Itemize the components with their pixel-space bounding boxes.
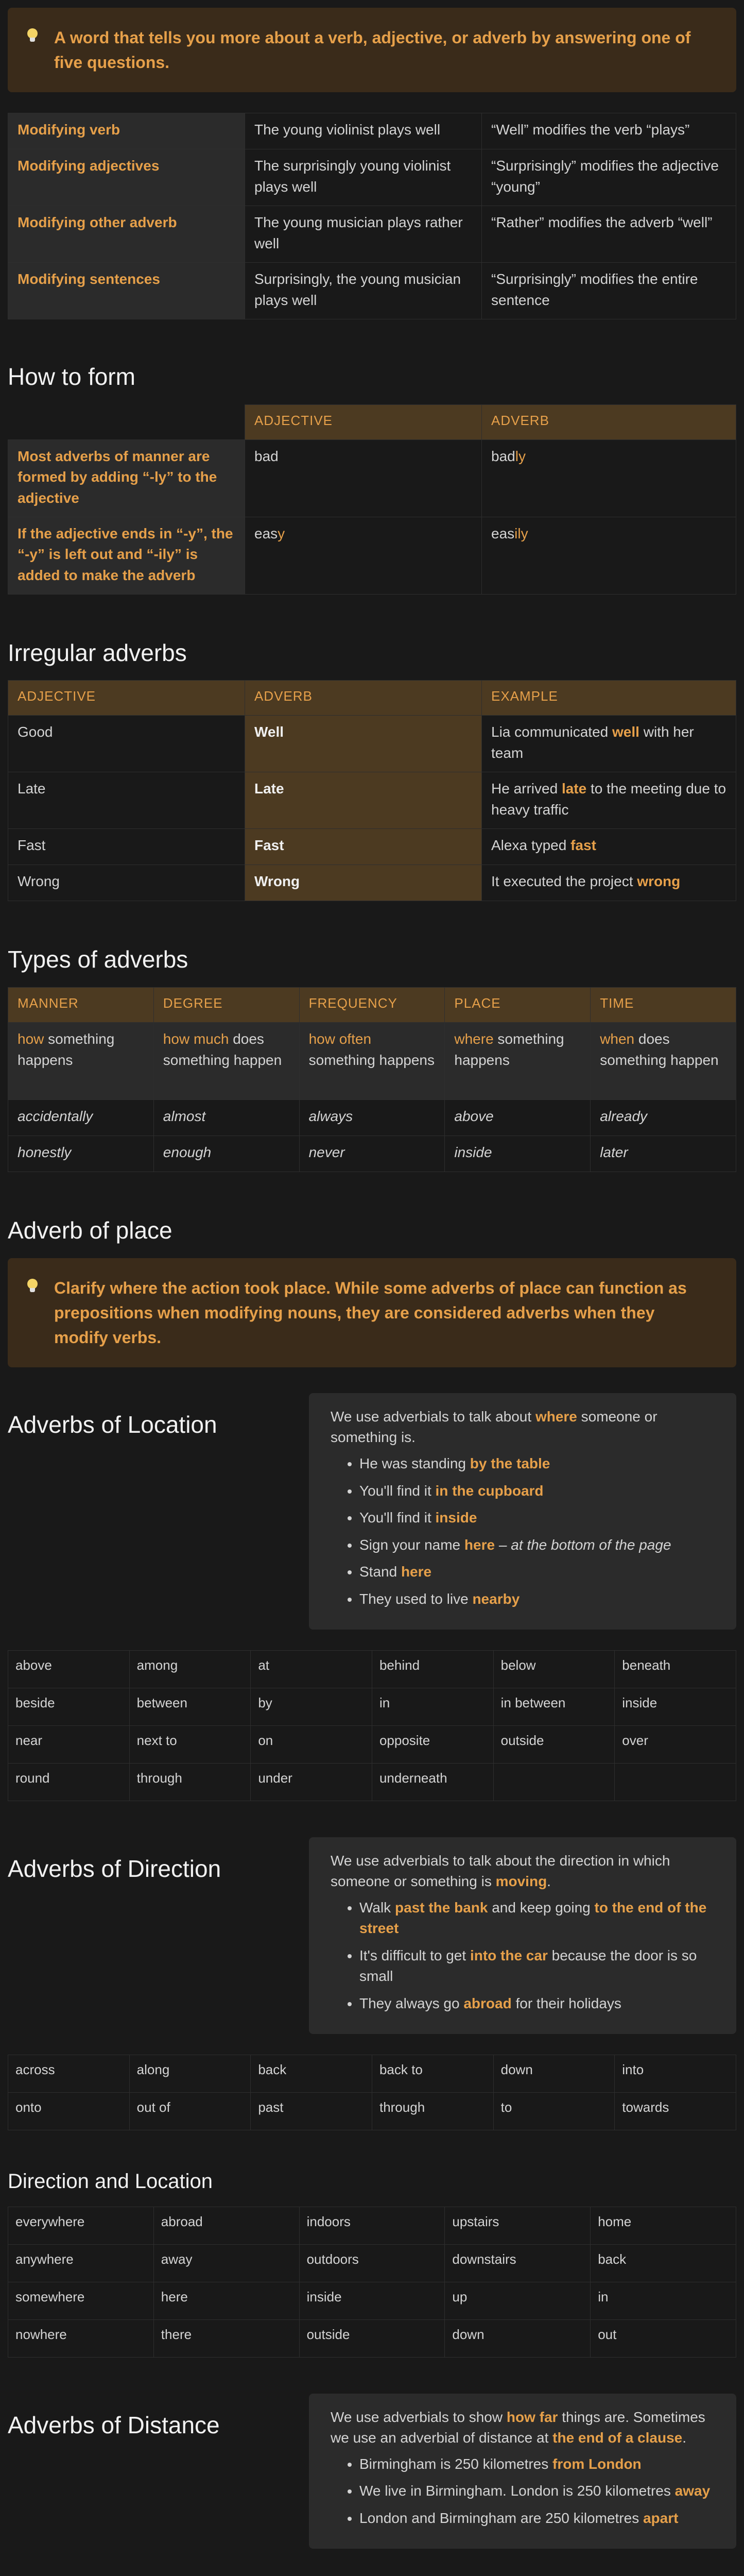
place-callout xyxy=(8,1258,736,1367)
list-item: • They always go abroad for their holidays xyxy=(359,1993,715,2014)
word-cell: outside xyxy=(493,1725,615,1763)
direction-section xyxy=(8,1837,736,2034)
word-cell: near xyxy=(8,1725,130,1763)
list-item: • You'll find it in the cupboard xyxy=(359,1481,715,1502)
type-description: how something happens xyxy=(8,1023,154,1100)
use-label: Modifying adjectives xyxy=(8,149,245,206)
direction-heading: Adverbs of Direction xyxy=(8,1855,221,1882)
word-cell: back xyxy=(591,2244,736,2282)
type-description: how often something happens xyxy=(299,1023,445,1100)
list-item: • Stand here xyxy=(359,1562,715,1583)
irregular-adjective: Late xyxy=(8,772,245,829)
word-cell xyxy=(493,1763,615,1801)
list-item: • We live in Birmingham. London is 250 kilometres away xyxy=(359,2481,715,2502)
word-cell: by xyxy=(251,1688,372,1725)
word-cell: between xyxy=(129,1688,251,1725)
table-row xyxy=(8,206,736,263)
word-cell: home xyxy=(591,2207,736,2244)
word-cell: back to xyxy=(372,2055,493,2092)
word-cell: downstairs xyxy=(445,2244,591,2282)
list-item: • Walk past the bank and keep going to the end of the street xyxy=(359,1897,715,1939)
table-row xyxy=(8,772,736,829)
irregular-adjective: Good xyxy=(8,716,245,772)
word-cell: indoors xyxy=(299,2207,445,2244)
form-adjective: easy xyxy=(245,517,482,594)
column-header: DEGREE xyxy=(153,988,299,1023)
table-row xyxy=(8,2092,736,2130)
irregular-example: It executed the project wrong xyxy=(482,865,736,901)
table-row xyxy=(8,1725,736,1763)
word-cell: in xyxy=(591,2282,736,2319)
uses-table xyxy=(8,113,736,319)
word-cell: up xyxy=(445,2282,591,2319)
word-cell: behind xyxy=(372,1650,493,1688)
word-cell: in between xyxy=(493,1688,615,1725)
direction-note xyxy=(309,1837,736,2034)
direction-lead: We use adverbials to talk about the direction in which someone or something is moving. xyxy=(331,1852,670,1890)
distance-section xyxy=(8,2394,736,2549)
intro-callout xyxy=(8,8,736,92)
type-example: enough xyxy=(153,1136,299,1172)
types-table xyxy=(8,987,736,1172)
word-cell: across xyxy=(8,2055,130,2092)
word-cell: under xyxy=(251,1763,372,1801)
irregular-example: He arrived late to the meeting due to heavy traffic xyxy=(482,772,736,829)
irregular-adverb: Wrong xyxy=(245,865,482,901)
place-callout-text: Clarify where the action took place. While some adverbs of place can function as prepositions when modifying nouns, they are considered adverbs when they modify verbs. xyxy=(54,1278,687,1347)
lightbulb-icon xyxy=(27,28,38,42)
list-item: • You'll find it inside xyxy=(359,1507,715,1529)
column-header: ADJECTIVE xyxy=(8,681,245,716)
table-row xyxy=(8,1136,736,1172)
word-cell: down xyxy=(445,2319,591,2357)
location-note xyxy=(309,1393,736,1630)
form-rule: If the adjective ends in “-y”, the “-y” is left out and “-ily” is added to make the adverb xyxy=(8,517,245,594)
distance-heading: Adverbs of Distance xyxy=(8,2411,220,2438)
word-cell: anywhere xyxy=(8,2244,154,2282)
word-cell: among xyxy=(129,1650,251,1688)
irregular-table xyxy=(8,680,736,901)
word-cell: through xyxy=(129,1763,251,1801)
word-cell: next to xyxy=(129,1725,251,1763)
word-cell: beside xyxy=(8,1688,130,1725)
column-header: PLACE xyxy=(445,988,591,1023)
how-to-form-heading: How to form xyxy=(8,363,135,390)
word-cell: on xyxy=(251,1725,372,1763)
form-adverb: badly xyxy=(482,439,736,517)
type-example: accidentally xyxy=(8,1100,154,1136)
table-row xyxy=(8,829,736,865)
word-cell: inside xyxy=(299,2282,445,2319)
word-cell: outdoors xyxy=(299,2244,445,2282)
column-header: TIME xyxy=(591,988,736,1023)
irregular-adjective: Fast xyxy=(8,829,245,865)
table-row xyxy=(8,2282,736,2319)
table-row xyxy=(8,2207,736,2244)
table-row xyxy=(8,263,736,319)
word-cell: opposite xyxy=(372,1725,493,1763)
word-cell: through xyxy=(372,2092,493,2130)
word-cell: over xyxy=(615,1725,736,1763)
form-rule: Most adverbs of manner are formed by adding “-ly” to the adjective xyxy=(8,439,245,517)
use-label: Modifying other adverb xyxy=(8,206,245,263)
list-item: • It's difficult to get into the car because the door is so small xyxy=(359,1945,715,1987)
word-cell: inside xyxy=(615,1688,736,1725)
table-row xyxy=(8,1023,736,1100)
distance-bullets xyxy=(331,2454,715,2529)
word-cell: beneath xyxy=(615,1650,736,1688)
word-cell: nowhere xyxy=(8,2319,154,2357)
word-cell: past xyxy=(251,2092,372,2130)
dirloc-words-table xyxy=(8,2207,736,2358)
word-cell: down xyxy=(493,2055,615,2092)
list-item: • He was standing by the table xyxy=(359,1453,715,1475)
word-cell: underneath xyxy=(372,1763,493,1801)
word-cell xyxy=(615,1763,736,1801)
word-cell: outside xyxy=(299,2319,445,2357)
irregular-adverb: Fast xyxy=(245,829,482,865)
list-item: • London and Birmingham are 250 kilometres apart xyxy=(359,2508,715,2529)
word-cell: towards xyxy=(615,2092,736,2130)
location-heading: Adverbs of Location xyxy=(8,1411,217,1438)
word-cell: away xyxy=(153,2244,299,2282)
irregular-heading: Irregular adverbs xyxy=(8,639,187,666)
use-example: The young violinist plays well xyxy=(245,113,482,149)
type-description: where something happens xyxy=(445,1023,591,1100)
direction-bullets xyxy=(331,1897,715,2014)
use-note: “Rather” modifies the adverb “well” xyxy=(482,206,736,263)
table-row xyxy=(8,517,736,594)
type-example: later xyxy=(591,1136,736,1172)
word-cell: onto xyxy=(8,2092,130,2130)
form-adjective: bad xyxy=(245,439,482,517)
table-row xyxy=(8,716,736,772)
use-label: Modifying verb xyxy=(8,113,245,149)
table-row xyxy=(8,113,736,149)
word-cell: round xyxy=(8,1763,130,1801)
type-description: how much does something happen xyxy=(153,1023,299,1100)
list-item: • Birmingham is 250 kilometres from London xyxy=(359,2454,715,2475)
type-example: always xyxy=(299,1100,445,1136)
form-table xyxy=(8,404,736,595)
irregular-adjective: Wrong xyxy=(8,865,245,901)
word-cell: to xyxy=(493,2092,615,2130)
word-cell: at xyxy=(251,1650,372,1688)
table-header-row xyxy=(8,988,736,1023)
word-cell: back xyxy=(251,2055,372,2092)
use-label: Modifying sentences xyxy=(8,263,245,319)
irregular-adverb: Well xyxy=(245,716,482,772)
use-note: “Well” modifies the verb “plays” xyxy=(482,113,736,149)
word-cell: somewhere xyxy=(8,2282,154,2319)
irregular-example: Alexa typed fast xyxy=(482,829,736,865)
empty-cell xyxy=(8,404,245,439)
column-header: ADVERB xyxy=(245,681,482,716)
use-example: Surprisingly, the young musician plays well xyxy=(245,263,482,319)
type-example: inside xyxy=(445,1136,591,1172)
irregular-adverb: Late xyxy=(245,772,482,829)
intro-text: A word that tells you more about a verb, adjective, or adverb by answering one of five questions. xyxy=(54,28,691,72)
types-heading: Types of adverbs xyxy=(8,946,188,973)
use-example: The surprisingly young violinist plays well xyxy=(245,149,482,206)
table-header-row xyxy=(8,681,736,716)
word-cell: along xyxy=(129,2055,251,2092)
type-example: never xyxy=(299,1136,445,1172)
table-row xyxy=(8,2244,736,2282)
type-example: already xyxy=(591,1100,736,1136)
page xyxy=(0,8,744,2549)
table-row xyxy=(8,865,736,901)
word-cell: here xyxy=(153,2282,299,2319)
location-bullets xyxy=(331,1453,715,1610)
table-row xyxy=(8,1763,736,1801)
table-row xyxy=(8,2055,736,2092)
use-note: “Surprisingly” modifies the adjective “young” xyxy=(482,149,736,206)
type-description: when does something happen xyxy=(591,1023,736,1100)
distance-note xyxy=(309,2394,736,2549)
table-row xyxy=(8,439,736,517)
word-cell: out of xyxy=(129,2092,251,2130)
word-cell: there xyxy=(153,2319,299,2357)
column-header: MANNER xyxy=(8,988,154,1023)
location-lead: We use adverbials to talk about where someone or something is. xyxy=(331,1408,658,1446)
type-example: honestly xyxy=(8,1136,154,1172)
dirloc-heading: Direction and Location xyxy=(8,2170,213,2193)
word-cell: abroad xyxy=(153,2207,299,2244)
word-cell: upstairs xyxy=(445,2207,591,2244)
location-words-table xyxy=(8,1650,736,1801)
type-example: almost xyxy=(153,1100,299,1136)
column-header: ADJECTIVE xyxy=(245,404,482,439)
column-header: ADVERB xyxy=(482,404,736,439)
column-header: FREQUENCY xyxy=(299,988,445,1023)
type-example: above xyxy=(445,1100,591,1136)
direction-words-table xyxy=(8,2055,736,2130)
table-row xyxy=(8,1100,736,1136)
use-note: “Surprisingly” modifies the entire sentence xyxy=(482,263,736,319)
table-row xyxy=(8,1650,736,1688)
table-row xyxy=(8,149,736,206)
distance-lead: We use adverbials to show how far things are. Sometimes we use an adverbial of distance at the end of a clause. xyxy=(331,2409,705,2446)
word-cell: below xyxy=(493,1650,615,1688)
word-cell: into xyxy=(615,2055,736,2092)
list-item: • Sign your name here – at the bottom of the page xyxy=(359,1535,715,1556)
column-header: EXAMPLE xyxy=(482,681,736,716)
table-row xyxy=(8,1688,736,1725)
location-section xyxy=(8,1393,736,1630)
table-header-row xyxy=(8,404,736,439)
form-adverb: easily xyxy=(482,517,736,594)
use-example: The young musician plays rather well xyxy=(245,206,482,263)
word-cell: in xyxy=(372,1688,493,1725)
word-cell: out xyxy=(591,2319,736,2357)
irregular-example: Lia communicated well with her team xyxy=(482,716,736,772)
table-row xyxy=(8,2319,736,2357)
lightbulb-icon xyxy=(27,1279,38,1292)
place-heading: Adverb of place xyxy=(8,1217,172,1244)
list-item: • They used to live nearby xyxy=(359,1589,715,1610)
word-cell: everywhere xyxy=(8,2207,154,2244)
word-cell: above xyxy=(8,1650,130,1688)
